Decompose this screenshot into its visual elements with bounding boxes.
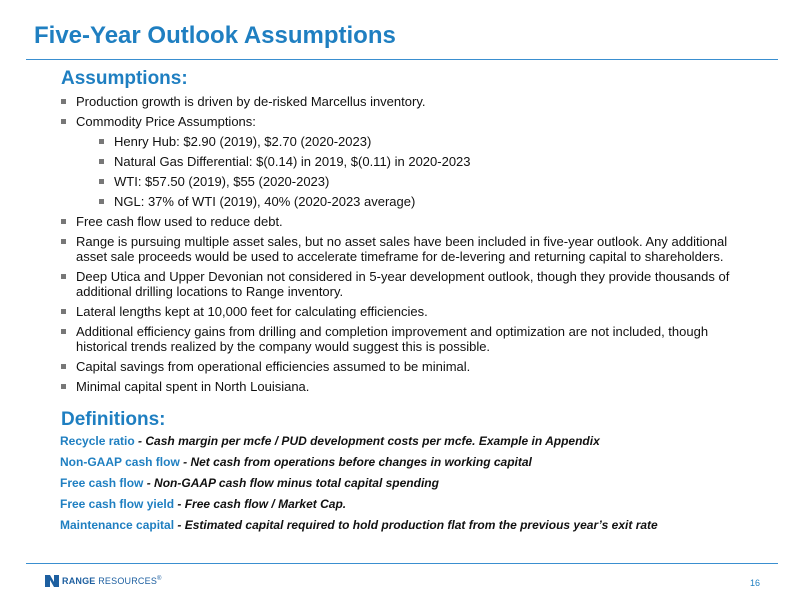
slide-title: Five-Year Outlook Assumptions: [34, 22, 396, 49]
assumption-item: Lateral lengths kept at 10,000 feet for calculating efficiencies.: [60, 304, 760, 319]
definitions-list: [60, 434, 780, 539]
definition-separator: -: [134, 434, 146, 448]
definition-separator: -: [179, 455, 191, 469]
definition-row: [60, 518, 780, 532]
logo-registered-mark: ®: [157, 576, 162, 582]
definition-separator: -: [174, 518, 185, 532]
definition-term: Recycle ratio: [60, 434, 135, 448]
assumption-subitem: Natural Gas Differential: $(0.14) in 2019, $(0.11) in 2020-2023: [98, 154, 760, 169]
title-divider: [26, 59, 778, 60]
definition-text: Non-GAAP cash flow minus total capital spending: [154, 476, 439, 490]
logo-word-resources: RESOURCES: [95, 576, 158, 586]
definition-row: [60, 497, 780, 511]
logo-word-range: RANGE: [62, 576, 96, 586]
assumption-item: Additional efficiency gains from drilling and completion improvement and optimization are not included, though historical trends realized by the company would suggest this is possible.: [60, 324, 760, 354]
definition-row: [60, 476, 780, 490]
company-logo: [45, 575, 162, 587]
definition-term: Free cash flow: [60, 476, 144, 490]
definition-separator: -: [174, 497, 185, 511]
assumptions-list: [60, 94, 760, 399]
definition-separator: -: [143, 476, 155, 490]
assumption-subitem: NGL: 37% of WTI (2019), 40% (2020-2023 average): [98, 194, 760, 209]
assumption-item: Production growth is driven by de-risked Marcellus inventory.: [60, 94, 760, 109]
definition-text: Estimated capital required to hold production flat from the previous year’s exit rate: [184, 518, 658, 532]
definition-text: Net cash from operations before changes in working capital: [190, 455, 532, 469]
range-logo-icon: [45, 575, 59, 587]
definition-text: Cash margin per mcfe / PUD development costs per mcfe. Example in Appendix: [145, 434, 600, 448]
definitions-heading: Definitions:: [61, 409, 166, 430]
definition-term: Non-GAAP cash flow: [60, 455, 180, 469]
definition-row: [60, 455, 780, 469]
assumption-subitem: Henry Hub: $2.90 (2019), $2.70 (2020-2023): [98, 134, 760, 149]
assumption-item: Range is pursuing multiple asset sales, but no asset sales have been included in five-year outlook. Any additional asset sale proceeds would be used to accelerate timeframe for de-levering and returning capital to shareholders.: [60, 234, 760, 264]
assumption-item: Free cash flow used to reduce debt.: [60, 214, 760, 229]
assumption-item: Capital savings from operational efficiencies assumed to be minimal.: [60, 359, 760, 374]
assumption-item: Minimal capital spent in North Louisiana.: [60, 379, 760, 394]
logo-wordmark: [62, 576, 162, 586]
definition-text: Free cash flow / Market Cap.: [184, 497, 347, 511]
assumption-subitem: WTI: $57.50 (2019), $55 (2020-2023): [98, 174, 760, 189]
page-number: 16: [749, 578, 760, 588]
footer-divider: [26, 563, 778, 564]
assumption-item: Commodity Price Assumptions:: [60, 114, 760, 129]
assumptions-heading: Assumptions:: [61, 68, 188, 89]
definition-row: [60, 434, 780, 448]
definition-term: Maintenance capital: [60, 518, 175, 532]
definition-term: Free cash flow yield: [60, 497, 175, 511]
assumption-item: Deep Utica and Upper Devonian not considered in 5-year development outlook, though they provide thousands of additional drilling locations to Range inventory.: [60, 269, 760, 299]
